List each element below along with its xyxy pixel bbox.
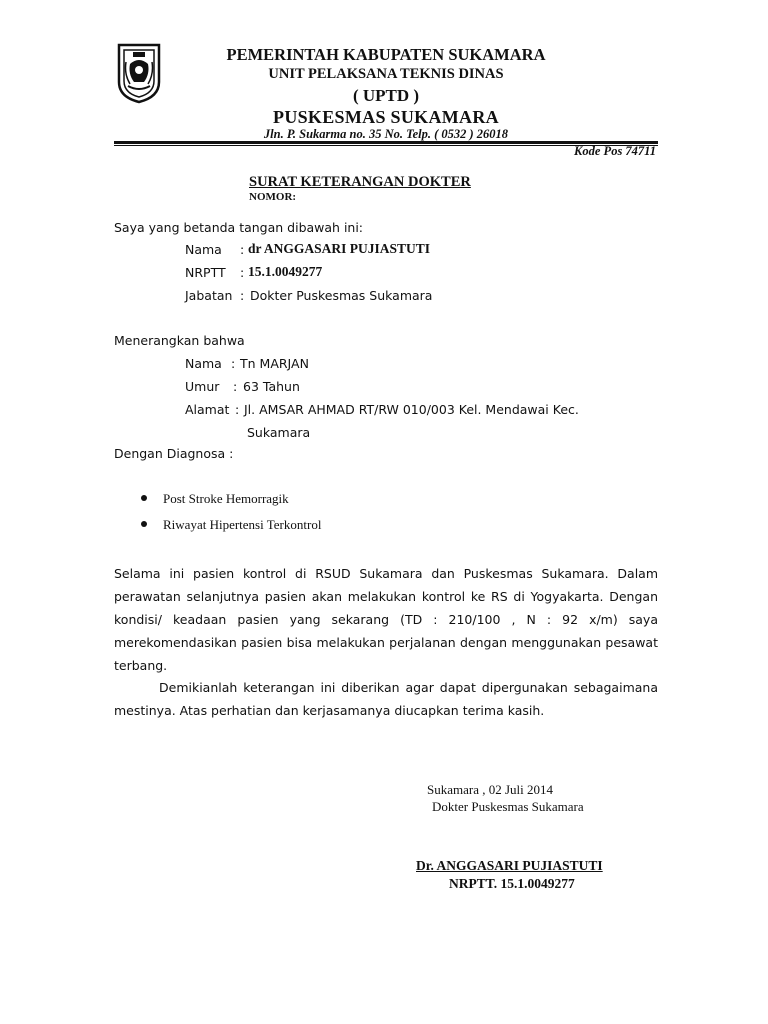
doctor-position-separator: : — [240, 288, 245, 303]
patient-address-value-line1: Jl. AMSAR AHMAD RT/RW 010/003 Kel. Mendawai Kec. — [244, 402, 579, 417]
patient-name-separator: : — [231, 356, 236, 371]
postal-code: Kode Pos 74711 — [574, 144, 656, 158]
signatory-nrptt: NRPTT. 15.1.0049277 — [449, 876, 575, 891]
institution-address: Jln. P. Sukarma no. 35 No. Telp. ( 0532 ) 26018 — [263, 127, 509, 141]
patient-address-label: Alamat — [185, 402, 230, 417]
diagnosis-item: Riwayat Hipertensi Terkontrol — [163, 517, 322, 532]
doctor-nrptt-separator: : — [240, 265, 245, 280]
document-number-label: NOMOR: — [249, 191, 297, 203]
patient-address-separator: : — [235, 402, 240, 417]
signature-role: Dokter Puskesmas Sukamara — [432, 799, 584, 814]
doctor-name-label: Nama — [185, 242, 222, 257]
unit-name: UNIT PELAKSANA TEKNIS DINAS — [268, 66, 504, 82]
doctor-name-value: dr ANGGASARI PUJIASTUTI — [248, 241, 431, 256]
patient-name-label: Nama — [185, 356, 222, 371]
doctor-name-separator: : — [240, 242, 245, 257]
government-name: PEMERINTAH KABUPATEN SUKAMARA — [226, 45, 546, 64]
signatory-name: Dr. ANGGASARI PUJIASTUTI — [416, 858, 603, 873]
patient-age-label: Umur — [185, 379, 220, 394]
bullet-icon — [141, 521, 147, 527]
body-paragraph: Selama ini pasien kontrol di RSUD Sukamara dan Puskesmas Sukamara. Dalam perawatan selanjutnya pasien akan melakukan kontrol ke RS di Yogyakarta. Dengan kondisi/ keadaan pasien yang sekarang (TD : 210/100 , N : 92 x/m) saya merekomendasikan pasien bisa melakukan perjalanan dengan menggunakan pesawat terbang. — [114, 566, 658, 673]
signature-place-date: Sukamara , 02 Juli 2014 — [427, 782, 554, 797]
diagnosis-item: Post Stroke Hemorragik — [163, 491, 289, 506]
patient-age-separator: : — [233, 379, 238, 394]
states-text: Menerangkan bahwa — [114, 333, 245, 348]
patient-age-value: 63 Tahun — [243, 379, 300, 394]
patient-name-value: Tn MARJAN — [240, 356, 309, 371]
doctor-position-value: Dokter Puskesmas Sukamara — [250, 288, 433, 303]
doctor-nrptt-label: NRPTT — [185, 265, 226, 280]
intro-text: Saya yang betanda tangan dibawah ini: — [114, 220, 364, 235]
bullet-icon — [141, 495, 147, 501]
diagnosis-label: Dengan Diagnosa : — [114, 446, 234, 461]
document-title: SURAT KETERANGAN DOKTER — [249, 174, 471, 190]
closing-paragraph: Demikianlah keterangan ini diberikan agar dapat dipergunakan sebagaimana mestinya. Atas perhatian dan kerjasamanya diucapkan terima kasih. — [114, 680, 658, 718]
patient-address-value-line2: Sukamara — [247, 425, 311, 440]
institution-name: PUSKESMAS SUKAMARA — [273, 107, 499, 127]
doctor-position-label: Jabatan — [185, 288, 233, 303]
doctor-nrptt-value: 15.1.0049277 — [248, 264, 323, 279]
unit-abbreviation: ( UPTD ) — [352, 86, 420, 105]
regency-emblem-icon — [116, 42, 162, 104]
